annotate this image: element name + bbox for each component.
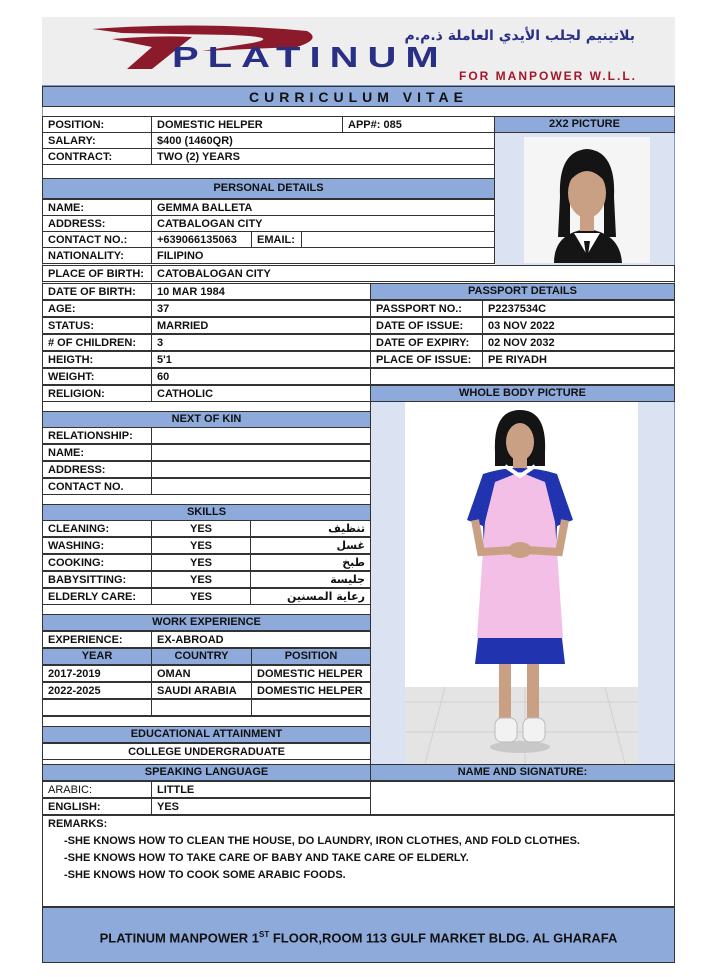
- skills-header: SKILLS: [42, 504, 371, 521]
- age-label: AGE:: [42, 300, 152, 317]
- work-col-year: YEAR: [42, 648, 152, 665]
- height-value: 5'1: [151, 351, 371, 368]
- skill-value: YES: [151, 588, 251, 605]
- skill-value: YES: [151, 571, 251, 588]
- children-label: # OF CHILDREN:: [42, 334, 152, 351]
- language-header: SPEAKING LANGUAGE: [42, 764, 371, 781]
- email-value: [301, 231, 495, 248]
- status-value: MARRIED: [151, 317, 371, 334]
- nationality-value: FILIPINO: [151, 247, 495, 264]
- experience-label: EXPERIENCE:: [42, 631, 152, 648]
- age-value: 37: [151, 300, 371, 317]
- skill-value: YES: [151, 520, 251, 537]
- app-number: APP#: 085: [342, 116, 495, 133]
- work-position: DOMESTIC HELPER: [251, 665, 371, 682]
- pob-value: CATOBALOGAN CITY: [151, 265, 675, 282]
- passport-photo: [524, 137, 650, 263]
- company-logo: [42, 17, 675, 85]
- cv-title: CURRICULUM VITAE: [42, 86, 675, 107]
- footer-address: [42, 907, 675, 963]
- name-label: NAME:: [42, 199, 152, 216]
- logo-sub-text: FOR MANPOWER W.L.L.: [459, 69, 637, 83]
- height-label: HEIGTH:: [42, 351, 152, 368]
- kin-name-value: [151, 444, 371, 461]
- skill-arabic: تنظيف: [250, 520, 371, 537]
- work-country: SAUDI ARABIA: [151, 682, 252, 699]
- issue-date-value: 03 NOV 2022: [482, 317, 675, 334]
- whole-body-photo: [405, 402, 638, 764]
- spacer-row: [42, 164, 495, 179]
- skill-arabic: طبخ: [250, 554, 371, 571]
- footer-ordinal: ST: [259, 930, 270, 939]
- work-country: OMAN: [151, 665, 252, 682]
- kin-contact-value: [151, 478, 371, 495]
- work-country: [151, 699, 252, 716]
- address-label: ADDRESS:: [42, 215, 152, 232]
- salary-value: $400 (1460QR): [151, 132, 495, 149]
- skill-arabic: غسل: [250, 537, 371, 554]
- next-of-kin-header: NEXT OF KIN: [42, 411, 371, 428]
- education-header: EDUCATIONAL ATTAINMENT: [42, 726, 371, 743]
- work-position: DOMESTIC HELPER: [251, 682, 371, 699]
- skill-label: COOKING:: [42, 554, 152, 571]
- skill-label: CLEANING:: [42, 520, 152, 537]
- english-language-label: ENGLISH:: [42, 798, 152, 815]
- work-col-country: COUNTRY: [151, 648, 252, 665]
- personal-details-header: PERSONAL DETAILS: [42, 178, 495, 199]
- work-experience-header: WORK EXPERIENCE: [42, 614, 371, 631]
- picture-header: 2X2 PICTURE: [494, 116, 675, 133]
- pob-label: PLACE OF BIRTH:: [42, 265, 152, 282]
- passport-no-value: P2237534C: [482, 300, 675, 317]
- skill-arabic: رعاية المسنين: [250, 588, 371, 605]
- arabic-language-label: ARABIC:: [42, 781, 152, 798]
- remarks-box: [42, 815, 675, 907]
- position-value: DOMESTIC HELPER: [151, 116, 343, 133]
- signature-header: NAME AND SIGNATURE:: [370, 764, 675, 781]
- skill-arabic: جليسة: [250, 571, 371, 588]
- expiry-date-label: DATE OF EXPIRY:: [370, 334, 483, 351]
- skill-label: BABYSITTING:: [42, 571, 152, 588]
- issue-date-label: DATE OF ISSUE:: [370, 317, 483, 334]
- kin-address-label: ADDRESS:: [42, 461, 152, 478]
- contract-value: TWO (2) YEARS: [151, 148, 495, 165]
- kin-relationship-value: [151, 427, 371, 444]
- kin-name-label: NAME:: [42, 444, 152, 461]
- skill-label: ELDERLY CARE:: [42, 588, 152, 605]
- religion-value: CATHOLIC: [151, 385, 371, 402]
- religion-label: RELIGION:: [42, 385, 152, 402]
- passport-header: PASSPORT DETAILS: [370, 283, 675, 300]
- footer-address-rest: FLOOR,ROOM 113 GULF MARKET BLDG. AL GHARAFA: [269, 930, 618, 946]
- footer-address-text: PLATINUM MANPOWER 1: [99, 930, 259, 946]
- weight-label: WEIGHT:: [42, 368, 152, 385]
- kin-address-value: [151, 461, 371, 478]
- address-value: CATBALOGAN CITY: [151, 215, 495, 232]
- remark-line: -SHE KNOWS HOW TO TAKE CARE OF BABY AND TAKE CARE OF ELDERLY.: [64, 852, 469, 864]
- dob-value: 10 MAR 1984: [151, 283, 371, 300]
- name-value: GEMMA BALLETA: [151, 199, 495, 216]
- passport-no-label: PASSPORT NO.:: [370, 300, 483, 317]
- contract-label: CONTRACT:: [42, 148, 152, 165]
- expiry-date-value: 02 NOV 2032: [482, 334, 675, 351]
- remark-line: -SHE KNOWS HOW TO COOK SOME ARABIC FOODS.: [64, 869, 346, 881]
- work-year: 2022-2025: [42, 682, 152, 699]
- remarks-label: REMARKS:: [48, 818, 108, 830]
- children-value: 3: [151, 334, 371, 351]
- salary-label: SALARY:: [42, 132, 152, 149]
- contact-label: CONTACT NO.:: [42, 231, 152, 248]
- skill-value: YES: [151, 554, 251, 571]
- passport-spacer: [370, 368, 675, 385]
- nationality-label: NATIONALITY:: [42, 247, 152, 264]
- position-label: POSITION:: [42, 116, 152, 133]
- education-value: COLLEGE UNDERGRADUATE: [42, 743, 371, 760]
- english-language-value: YES: [151, 798, 371, 815]
- dob-label: DATE OF BIRTH:: [42, 283, 152, 300]
- experience-value: EX-ABROAD: [151, 631, 371, 648]
- skill-value: YES: [151, 537, 251, 554]
- arabic-language-value: LITTLE: [151, 781, 371, 798]
- whole-body-header: WHOLE BODY PICTURE: [370, 385, 675, 402]
- status-label: STATUS:: [42, 317, 152, 334]
- contact-value: +639066135063: [151, 231, 252, 248]
- work-position: [251, 699, 371, 716]
- signature-box: [370, 781, 675, 815]
- skill-label: WASHING:: [42, 537, 152, 554]
- kin-contact-label: CONTACT NO.: [42, 478, 152, 495]
- kin-relationship-label: RELATIONSHIP:: [42, 427, 152, 444]
- issue-place-label: PLACE OF ISSUE:: [370, 351, 483, 368]
- logo-arabic-text: بلاتينيم لجلب الأيدي العاملة ذ.م.م: [404, 28, 635, 44]
- work-year: [42, 699, 152, 716]
- email-label: EMAIL:: [251, 231, 302, 248]
- weight-value: 60: [151, 368, 371, 385]
- logo-main-text: PLATINUM: [172, 41, 448, 74]
- issue-place-value: PE RIYADH: [482, 351, 675, 368]
- work-year: 2017-2019: [42, 665, 152, 682]
- work-col-position: POSITION: [251, 648, 371, 665]
- remark-line: -SHE KNOWS HOW TO CLEAN THE HOUSE, DO LAUNDRY, IRON CLOTHES, AND FOLD CLOTHES.: [64, 835, 580, 847]
